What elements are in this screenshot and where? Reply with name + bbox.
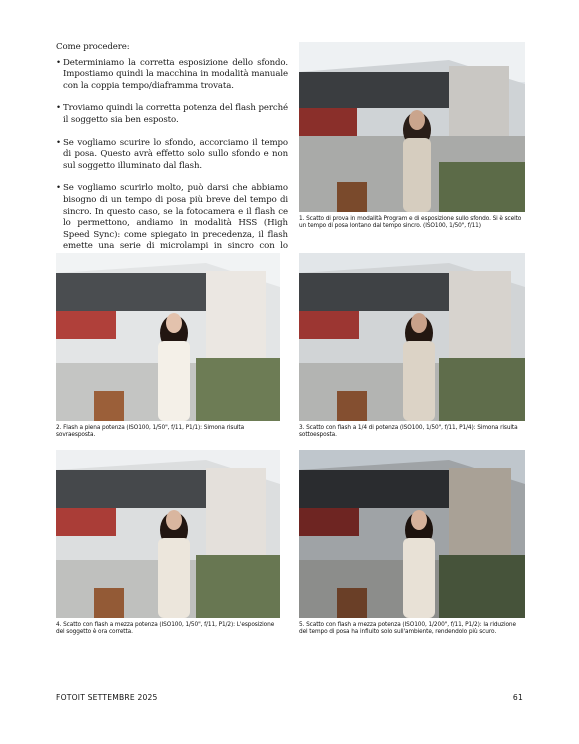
photo-5 [299, 450, 525, 618]
page-number: 61 [512, 693, 523, 702]
photo-2 [56, 253, 280, 421]
footer-publication: FOTOIT SETTEMBRE 2025 [56, 693, 158, 702]
intro-heading: Come procedere: [56, 42, 130, 52]
photo-4 [56, 450, 280, 618]
photo-2-caption: 2. Flash a piena potenza (ISO100, 1/50", f/11, P1/1): Simona risulta sovraesposta. [56, 425, 245, 439]
steps-list [56, 58, 288, 265]
photo-1-caption: 1. Scatto di prova in modalità Program e di esposizione sullo sfondo. Si è scelto un tempo di posa lontano dal tempo sincro. (ISO100, 1/50", f/11) [299, 216, 522, 230]
photo-3 [299, 253, 525, 421]
step-item: • Se vogliamo scurire lo sfondo, accorciamo il tempo di posa. Questo avrà effetto solo sullo sfondo e non sul soggetto illuminato dal flash. [56, 138, 288, 173]
photo-5-caption: 5. Scatto con flash a mezza potenza (ISO100, 1/200", f/11, P1/2): la riduzione del tempo di posa ha influito solo sull'ambiente, rendendolo più scuro. [299, 622, 516, 636]
step-item: • Determiniamo la corretta esposizione dello sfondo. Impostiamo quindi la macchina in modalità manuale con la coppia tempo/diaframma trovata. [56, 58, 288, 93]
photo-3-caption: 3. Scatto con flash a 1/4 di potenza (ISO100, 1/50", f/11, P1/4): Simona risulta sottoesposta. [299, 425, 518, 439]
photo-1 [299, 42, 525, 212]
intro-text [56, 42, 288, 276]
photo-4-caption: 4. Scatto con flash a mezza potenza (ISO100, 1/50", f/11, P1/2): L'esposizione del soggetto è ora corretta. [56, 622, 275, 636]
step-item: • Se vogliamo scurirlo molto, può darsi che abbiamo bisogno di un tempo di posa più breve del tempo di sincro. In questo caso, se la fotocamera e il flash ce lo permettono, andiamo in modalità HSS (High Speed Sync): come spiegato in precedenza, il flash emette una serie di microlampi in sincro con lo [56, 183, 288, 264]
step-item: • Troviamo quindi la corretta potenza del flash perché il soggetto sia ben esposto. [56, 103, 288, 126]
